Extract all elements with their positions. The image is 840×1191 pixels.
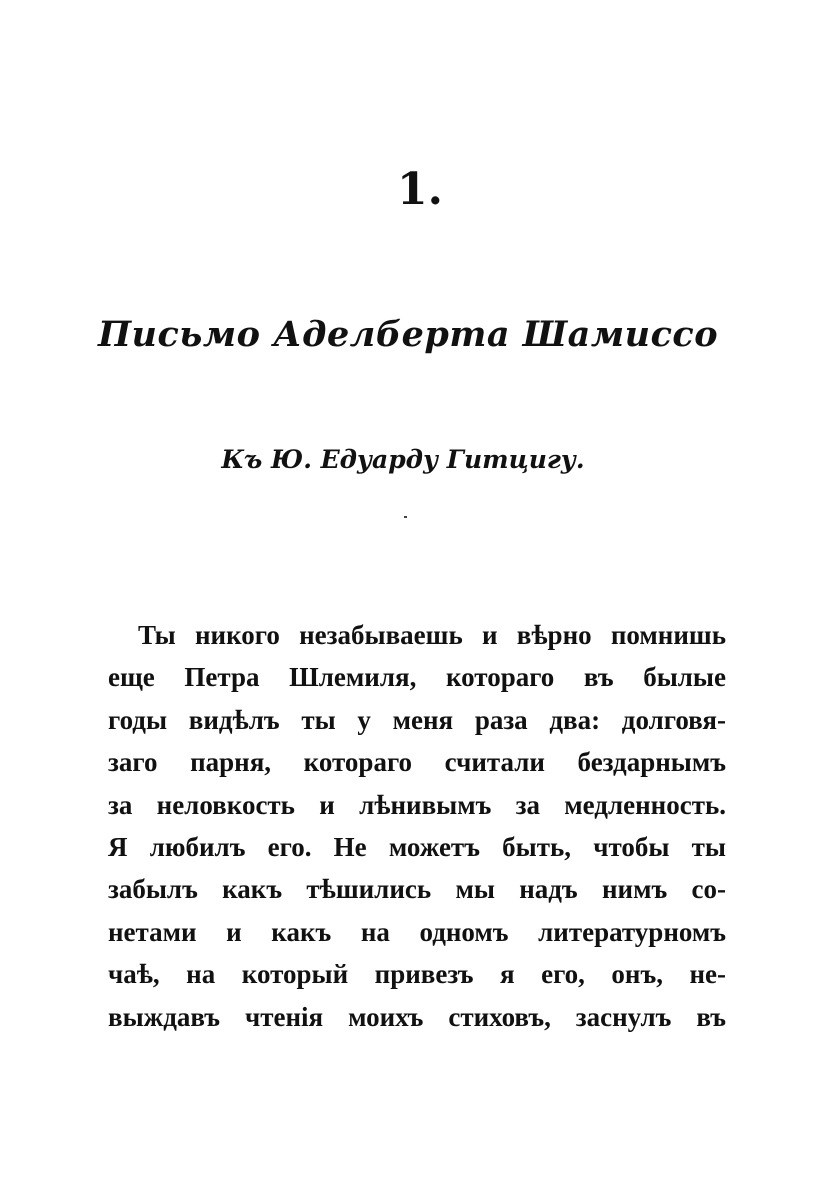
- text-line: еще Петра Шлемиля, котораго въ былые: [108, 662, 726, 693]
- text-line: Ты никого незабываешь и вѣрно помнишь: [138, 620, 726, 650]
- separator-dot: [404, 516, 407, 518]
- text-line: нетами и какъ на одномъ литературномъ: [108, 916, 726, 947]
- text-line: забылъ какъ тѣшились мы надъ нимъ со-: [108, 874, 726, 905]
- text-line: заго парня, котораго считали бездарнымъ: [108, 747, 726, 778]
- chapter-number: 1.: [397, 164, 443, 215]
- text-line: чаѣ, на который привезъ я его, онъ, не-: [108, 959, 726, 990]
- letter-title: Письмо Аделберта Шамиссо: [97, 314, 719, 355]
- text-line: за неловкость и лѣнивымъ за медленность.: [108, 789, 726, 820]
- text-line: выждавъ чтенія моихъ стиховъ, заснулъ въ: [108, 1001, 726, 1032]
- text-line: Я любилъ его. Не можетъ быть, чтобы ты: [108, 831, 726, 862]
- letter-addressee: Къ Ю. Едуарду Гитцигу.: [221, 445, 585, 474]
- body-paragraph: [108, 614, 726, 1038]
- text-line: годы видѣлъ ты у меня раза два: долговя-: [108, 704, 726, 735]
